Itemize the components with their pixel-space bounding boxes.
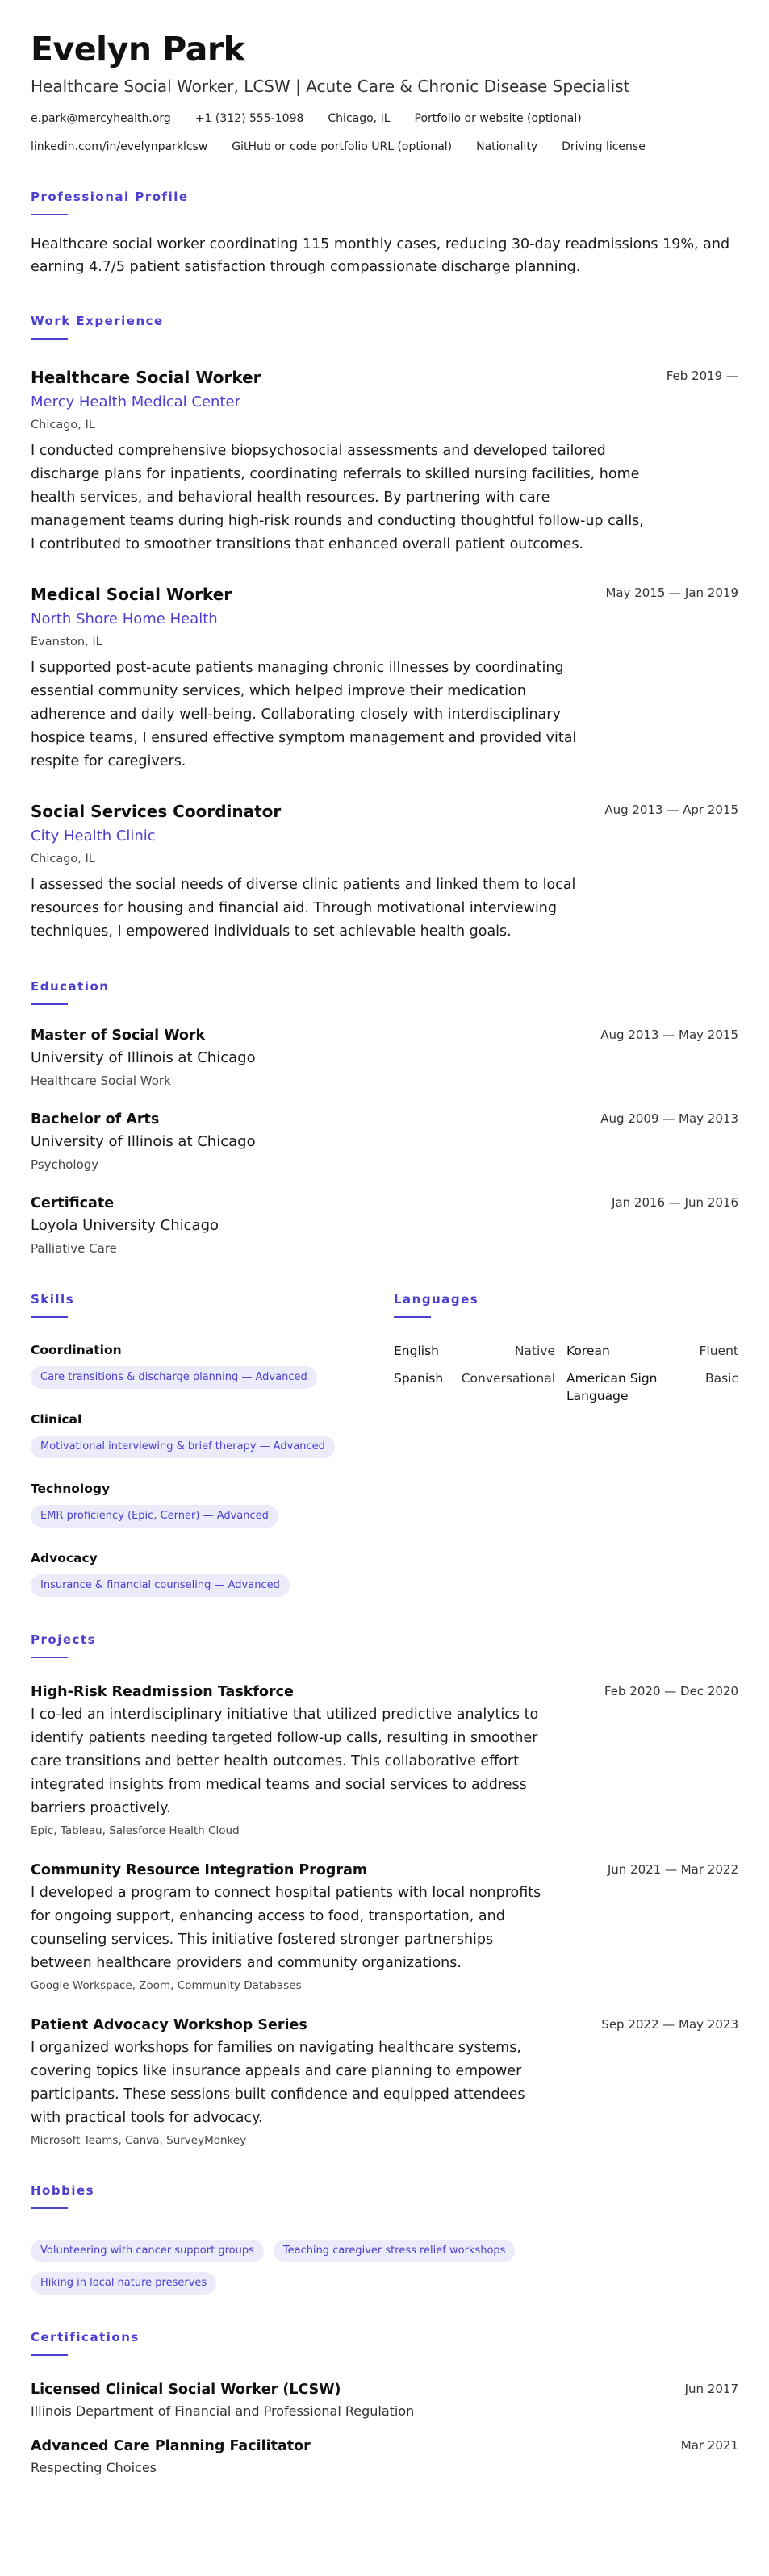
contact-phone[interactable]: +1 (312) 555-1098 [194,112,304,125]
section-divider [31,1316,68,1318]
education-field: Healthcare Social Work [31,1073,171,1088]
profile-section [31,190,738,278]
profile-summary: Healthcare social worker coordinating 115 monthly cases, reducing 30-day readmissions 19%, and earning 4.7/5 patient satisfaction through compassionate discharge planning. [31,236,730,275]
project-entry [31,1682,738,1838]
language-item [394,1342,566,1360]
job-entry [31,801,738,944]
education-entry [31,1194,738,1257]
project-tech: Microsoft Teams, Canva, SurveyMonkey [31,2134,247,2147]
job-title: Social Services Coordinator [31,802,282,821]
skill-pill: Care transitions & discharge planning — Advanced [31,1366,317,1389]
skill-pill: EMR proficiency (Epic, Cerner) — Advanced [31,1505,278,1528]
section-title: Work Experience [31,314,164,328]
language-item [394,1369,566,1405]
education-dates: Jan 2016 — Jun 2016 [612,1195,738,1210]
contact-email[interactable]: e.park@mercyhealth.org [31,112,171,125]
job-location: Evanston, IL [31,636,102,648]
section-divider [31,2354,68,2356]
projects-section [31,1632,738,2148]
project-dates: Feb 2020 — Dec 2020 [604,1684,738,1699]
project-entry [31,1861,738,1993]
certification-entry [31,2436,738,2477]
skill-pill: Insurance & financial counseling — Advanced [31,1574,290,1597]
section-title: Skills [31,1292,75,1307]
job-description: I supported post-acute patients managing chronic illnesses by coordinating essential community services, which helped improve their medication adherence and daily well-being. Collaborating closely with interdisciplinary hospice teams, I ensured effective symptom management and provided vital respite for caregivers. [31,660,577,769]
job-organization: North Shore Home Health [31,611,218,627]
section-divider [31,338,68,340]
contact-location: Chicago, IL [328,112,391,125]
hobby-pill: Hiking in local nature preserves [31,2272,216,2295]
skill-category: Advocacy [31,1551,98,1565]
section-divider [31,214,68,215]
section-title: Education [31,979,110,994]
hobby-pill: Teaching caregiver stress relief workshops [274,2240,516,2262]
section-title: Languages [394,1292,479,1307]
education-dates: Aug 2013 — May 2015 [600,1027,738,1042]
hobbies-section [31,2183,738,2295]
job-organization: City Health Clinic [31,827,156,844]
education-field: Palliative Care [31,1241,117,1256]
certification-issuer: Respecting Choices [31,2460,157,2475]
job-entry [31,367,738,556]
project-title: Community Resource Integration Program [31,1862,368,1878]
contact-linkedin[interactable]: linkedin.com/in/evelynparklcsw [31,140,208,153]
project-tech: Google Workspace, Zoom, Community Databases [31,1979,302,1992]
language-level: Fluent [699,1344,738,1358]
project-title: High-Risk Readmission Taskforce [31,1684,294,1700]
education-entry [31,1026,738,1089]
job-dates: Feb 2019 — [666,369,738,383]
job-description: I conducted comprehensive biopsychosocial assessments and developed tailored discharge plans for inpatients, coordinating referrals to skilled nursing facilities, home health services, and behavioral health resources. By partnering with care management teams during high-risk rounds and conducting thoughtful follow-up calls, I contributed to smoother transitions that enhanced overall patient outcomes. [31,443,644,552]
education-school: Loyola University Chicago [31,1217,219,1234]
education-school: University of Illinois at Chicago [31,1049,256,1066]
education-section [31,979,738,1257]
skill-pill: Motivational interviewing & brief therapy — Advanced [31,1436,335,1458]
section-title: Certifications [31,2330,140,2345]
section-title: Professional Profile [31,190,189,204]
hobby-pill: Volunteering with cancer support groups [31,2240,264,2262]
language-item [566,1369,738,1405]
job-dates: May 2015 — Jan 2019 [605,586,738,600]
language-name: English [394,1344,439,1358]
skills-languages-row [31,1292,738,1597]
certification-date: Mar 2021 [680,2438,738,2453]
project-entry [31,2015,738,2148]
education-entry [31,1110,738,1173]
project-dates: Jun 2021 — Mar 2022 [607,1862,738,1877]
job-entry [31,584,738,773]
education-degree: Bachelor of Arts [31,1111,160,1128]
education-degree: Master of Social Work [31,1027,206,1044]
section-title: Projects [31,1632,97,1647]
education-dates: Aug 2009 — May 2013 [600,1111,738,1126]
job-description: I assessed the social needs of diverse clinic patients and linked them to local resources for housing and financial aid. Through motivational interviewing techniques, I empowered individuals to set achievable health goals. [31,877,576,940]
job-location: Chicago, IL [31,852,95,865]
languages-section [394,1292,738,1597]
job-organization: Mercy Health Medical Center [31,394,240,411]
candidate-name: Evelyn Park [31,30,245,69]
certifications-section [31,2330,738,2477]
contact-list [31,111,738,154]
language-name: Korean [566,1344,610,1358]
project-tech: Epic, Tableau, Salesforce Health Cloud [31,1824,240,1837]
language-name: Spanish [394,1371,444,1386]
job-title: Medical Social Worker [31,585,232,604]
language-item [566,1342,738,1360]
candidate-headline: Healthcare Social Worker, LCSW | Acute Care & Chronic Disease Specialist [31,77,630,96]
skill-category: Clinical [31,1412,82,1427]
resume-header [31,29,738,154]
job-location: Chicago, IL [31,419,95,431]
certification-name: Advanced Care Planning Facilitator [31,2438,311,2454]
job-title: Healthcare Social Worker [31,368,261,387]
skill-category: Coordination [31,1343,122,1357]
skills-section [31,1292,394,1597]
certification-issuer: Illinois Department of Financial and Professional Regulation [31,2403,415,2419]
education-field: Psychology [31,1157,99,1172]
language-level: Basic [704,1371,738,1386]
language-name: American Sign Language [566,1371,658,1403]
section-divider [394,1316,431,1318]
education-degree: Certificate [31,1195,115,1211]
contact-driving-license: Driving license [562,140,646,153]
job-dates: Aug 2013 — Apr 2015 [604,802,738,817]
language-list [394,1342,738,1405]
language-level: Native [514,1344,555,1358]
language-level: Conversational [461,1371,555,1386]
section-divider [31,2207,68,2209]
experience-section [31,314,738,944]
project-title: Patient Advocacy Workshop Series [31,2017,307,2033]
section-divider [31,1657,68,1658]
contact-github[interactable]: GitHub or code portfolio URL (optional) [232,140,453,153]
project-description: I co-led an interdisciplinary initiative that utilized predictive analytics to identify patients needing targeted follow-up calls, resulting in smoother care transitions and better health outcomes. This collaborative effort integrated insights from medical teams and social services to address barriers proactively. [31,1707,539,1816]
project-dates: Sep 2022 — May 2023 [601,2017,738,2032]
contact-nationality: Nationality [476,140,538,153]
certification-name: Licensed Clinical Social Worker (LCSW) [31,2382,341,2398]
certification-date: Jun 2017 [684,2382,738,2396]
section-title: Hobbies [31,2183,95,2198]
education-school: University of Illinois at Chicago [31,1133,256,1150]
project-description: I organized workshops for families on navigating healthcare systems, covering topics like insurance appeals and care planning to empower participants. These sessions built confidence and equipped attendees with practical tools for advocacy. [31,2040,525,2126]
skill-category: Technology [31,1482,111,1496]
hobby-list [31,2230,596,2295]
contact-website[interactable]: Portfolio or website (optional) [414,112,582,125]
section-divider [31,1003,68,1005]
certification-entry [31,2380,738,2420]
project-description: I developed a program to connect hospital patients with local nonprofits for ongoing support, enhancing access to food, transportation, and counseling services. This initiative fostered stronger partnerships between healthcare providers and community organizations. [31,1885,541,1971]
